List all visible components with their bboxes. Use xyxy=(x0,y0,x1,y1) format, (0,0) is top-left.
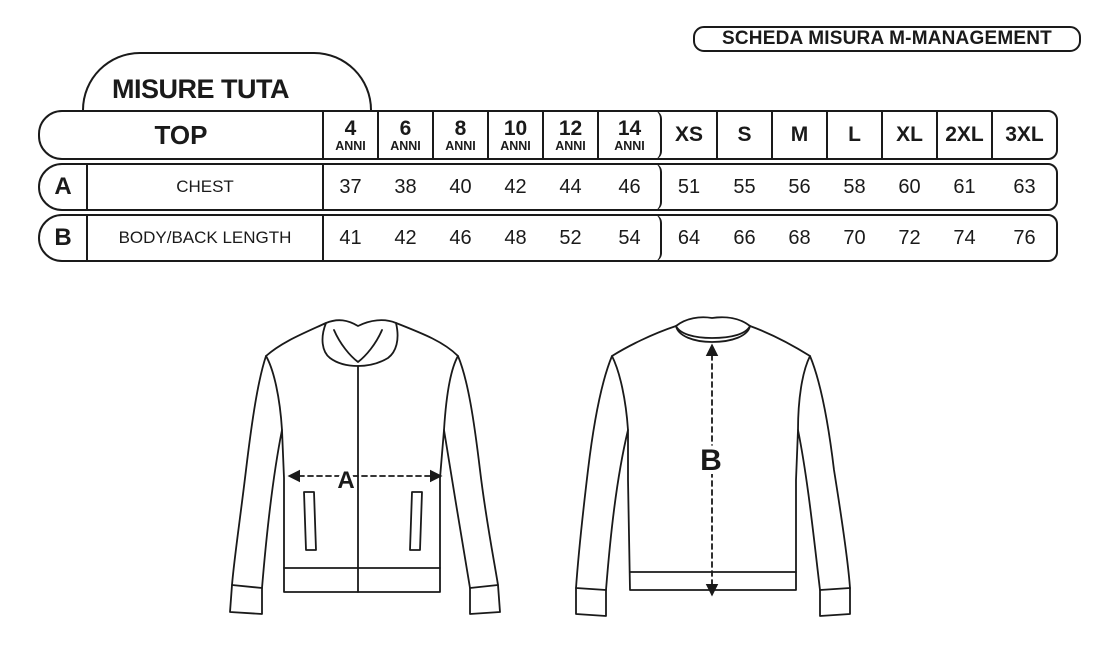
adult-size-2xl: 2XL xyxy=(945,123,984,146)
size-number: 10 xyxy=(503,116,528,140)
table-cell: 54 xyxy=(618,226,641,249)
size-unit: ANNI xyxy=(335,138,366,153)
length-marker-label: B xyxy=(700,444,722,477)
table-cell: 63 xyxy=(1013,175,1036,198)
table-cell: 76 xyxy=(1013,226,1036,249)
jacket-front-illustration xyxy=(230,320,500,614)
table-cell: 37 xyxy=(339,175,362,198)
table-cell: 61 xyxy=(953,175,976,198)
chest-marker-label: A xyxy=(337,467,355,494)
adult-size-m: M xyxy=(790,123,809,146)
table-cell: 41 xyxy=(339,226,362,249)
size-number: 14 xyxy=(617,116,642,140)
size-unit: ANNI xyxy=(445,138,476,153)
adult-size-l: L xyxy=(848,123,861,146)
table-cell: 64 xyxy=(677,226,701,249)
table-cell: 46 xyxy=(449,226,472,249)
section-label: TOP xyxy=(154,119,208,150)
table-cell: 60 xyxy=(898,175,921,198)
adult-size-s: S xyxy=(737,123,752,146)
size-unit: ANNI xyxy=(500,138,531,153)
table-cell: 72 xyxy=(898,226,921,249)
size-number: 12 xyxy=(558,116,583,140)
adult-size-3xl: 3XL xyxy=(1005,123,1044,146)
table-cell: 48 xyxy=(504,226,527,249)
size-number: 6 xyxy=(399,116,412,140)
table-cell: 74 xyxy=(953,226,976,249)
size-unit: ANNI xyxy=(390,138,421,153)
row-letter: A xyxy=(54,173,72,200)
table-cell: 55 xyxy=(733,175,756,198)
row-label: CHEST xyxy=(176,177,234,196)
size-unit: ANNI xyxy=(614,138,645,153)
table-cell: 38 xyxy=(394,175,417,198)
row-letter: B xyxy=(54,224,72,251)
row-label: BODY/BACK LENGTH xyxy=(118,228,292,247)
table-cell: 44 xyxy=(559,175,582,198)
adult-size-xs: XS xyxy=(674,123,703,146)
size-number: 4 xyxy=(344,116,357,140)
table-cell: 51 xyxy=(677,175,701,198)
size-unit: ANNI xyxy=(555,138,586,153)
table-cell: 68 xyxy=(788,226,811,249)
adult-size-xl: XL xyxy=(896,123,923,146)
table-cell: 46 xyxy=(618,175,641,198)
document-title: SCHEDA MISURA M-MANAGEMENT xyxy=(693,26,1081,52)
table-cell: 66 xyxy=(733,226,756,249)
table-cell: 70 xyxy=(843,226,866,249)
table-cell: 56 xyxy=(788,175,811,198)
table-cell: 42 xyxy=(394,226,417,249)
table-cell: 52 xyxy=(559,226,582,249)
table-cell: 42 xyxy=(504,175,527,198)
tab-title: MISURE TUTA xyxy=(112,74,289,104)
table-cell: 40 xyxy=(449,175,472,198)
size-number: 8 xyxy=(454,116,467,140)
table-cell: 58 xyxy=(843,175,866,198)
